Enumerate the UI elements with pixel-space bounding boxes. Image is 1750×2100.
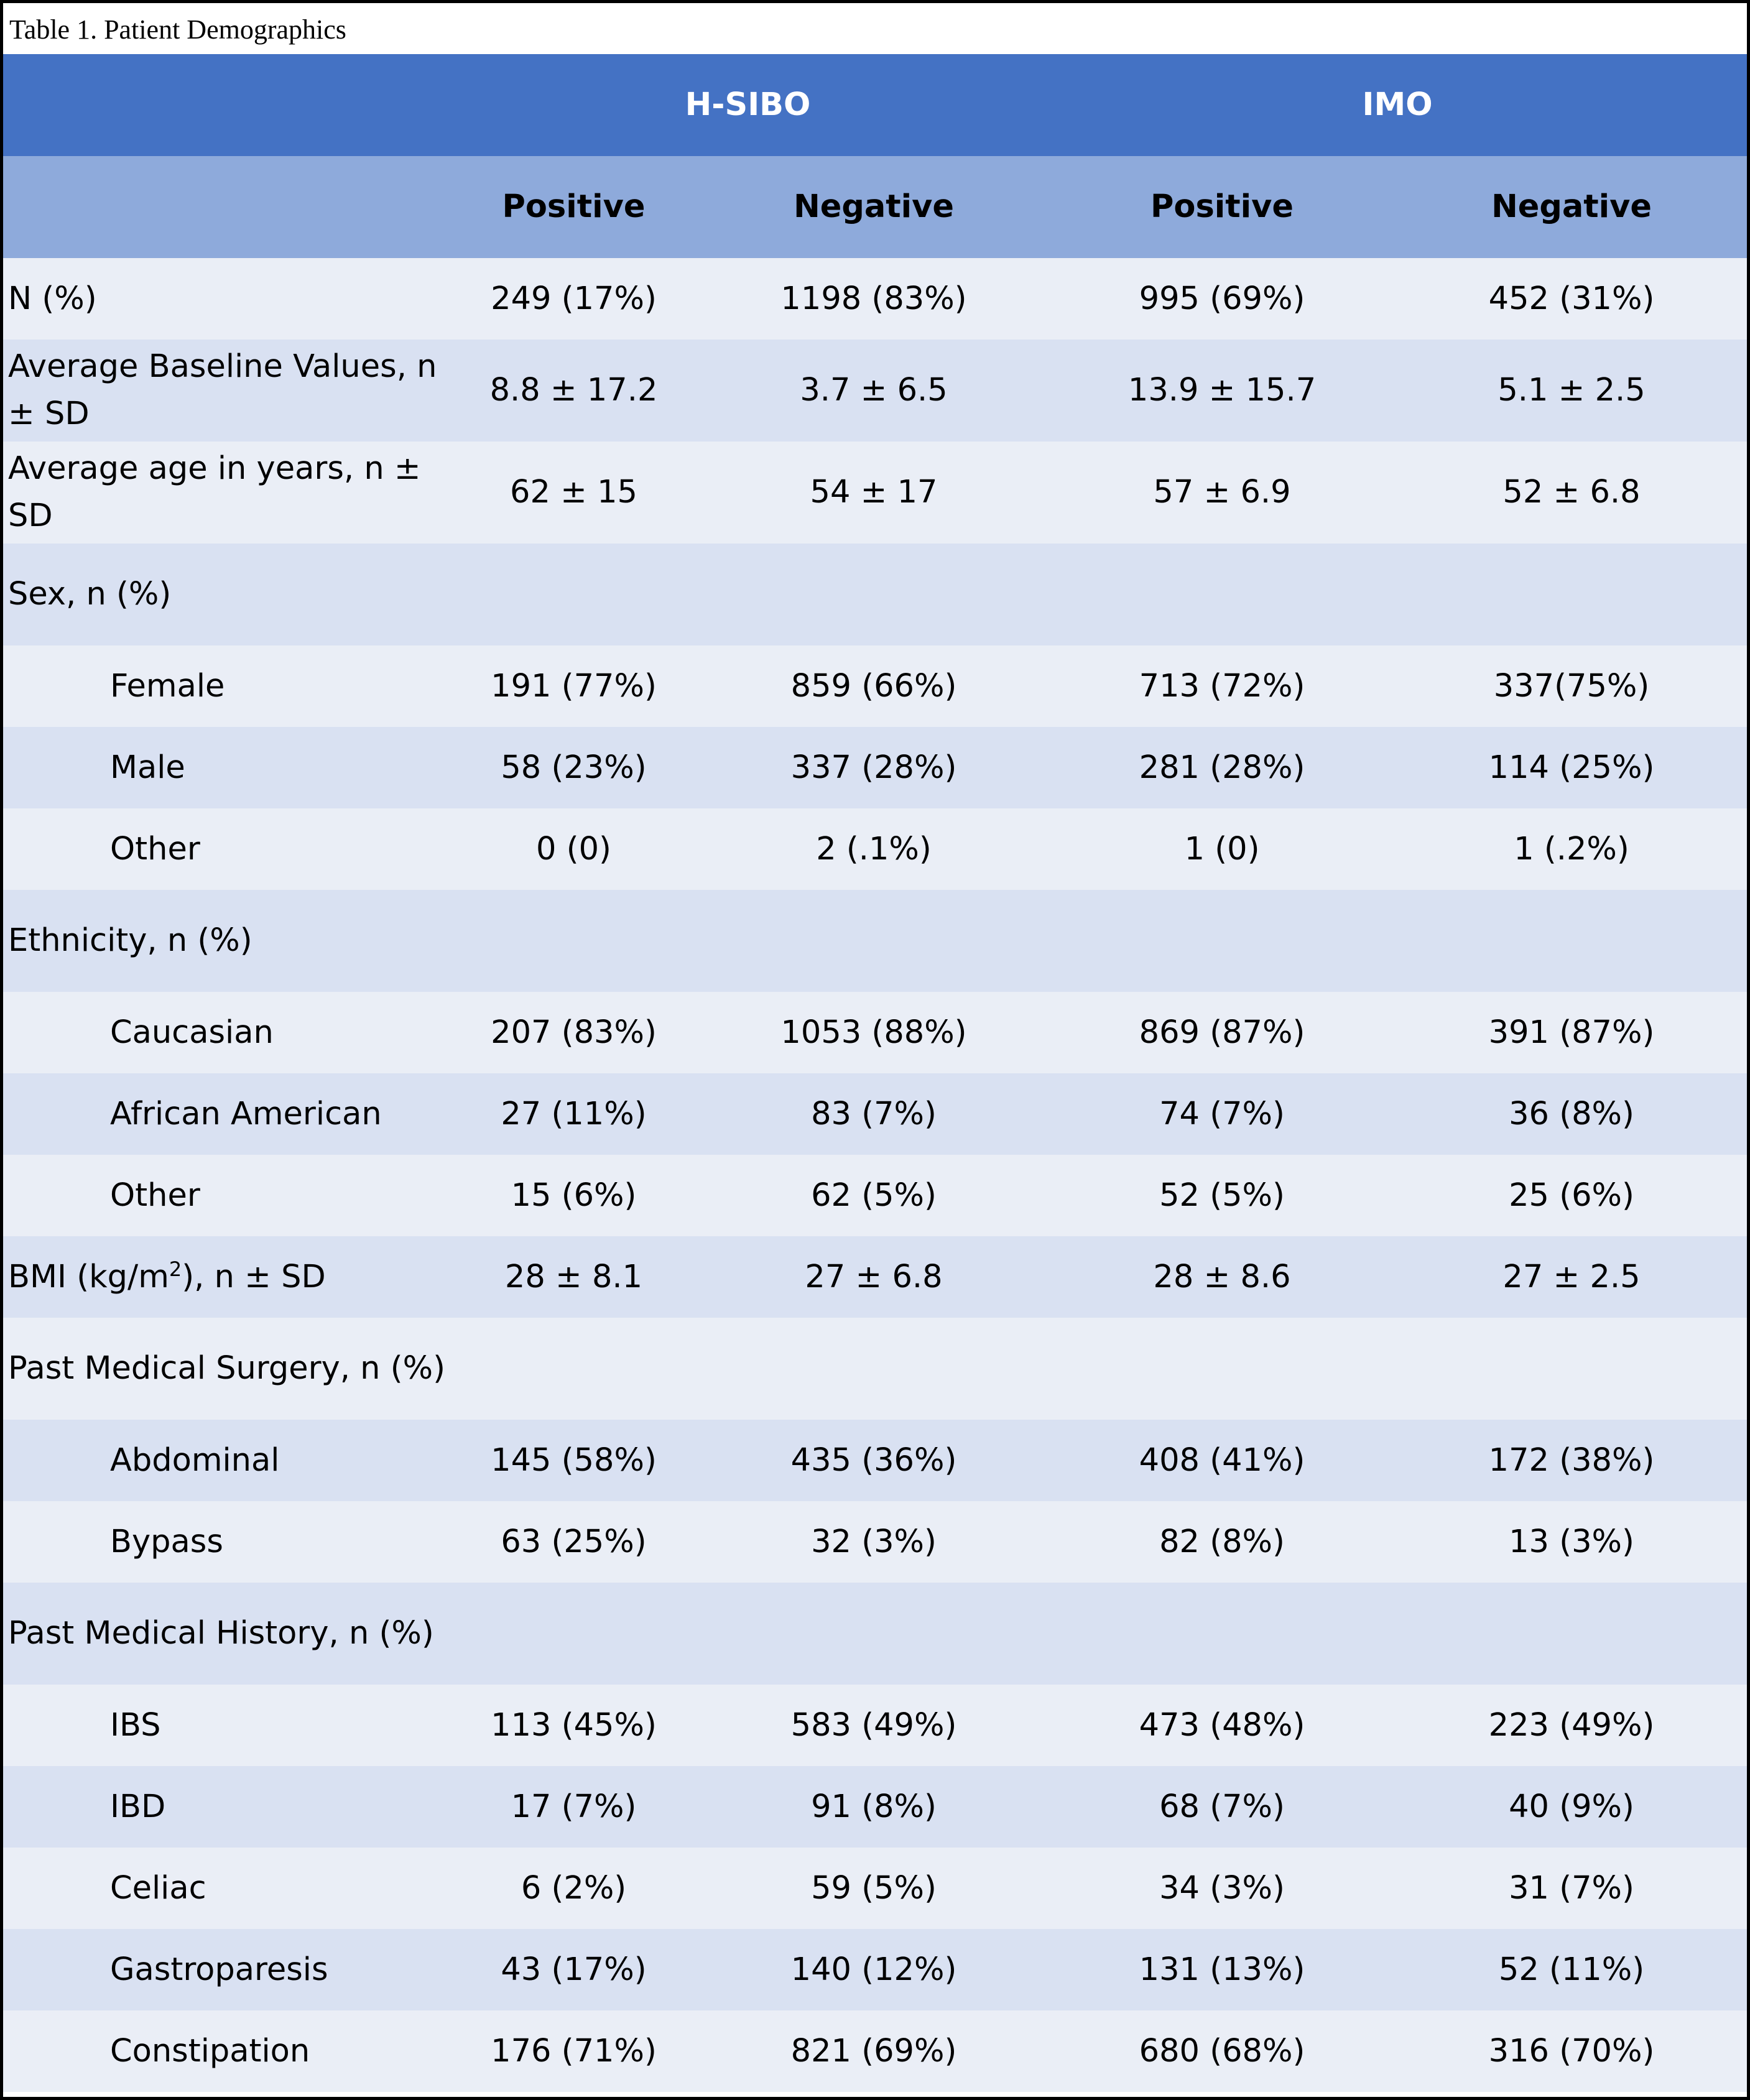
cell-imo-negative (1396, 890, 1747, 992)
table-row (3, 1766, 1747, 1848)
row-label: Male (3, 727, 448, 808)
table-row (3, 1236, 1747, 1318)
cell-imo-positive: 82 (8%) (1048, 1501, 1396, 1583)
table-row (3, 1685, 1747, 1766)
row-label: N (%) (3, 258, 448, 340)
table-row (3, 1583, 1747, 1685)
cell-hsibo-positive: 207 (83%) (448, 992, 700, 1073)
cell-hsibo-positive (448, 1318, 700, 1420)
cell-imo-negative: 1 (.2%) (1396, 808, 1747, 890)
cell-hsibo-negative: 27 ± 6.8 (700, 1236, 1048, 1318)
sub-header-blank (3, 156, 448, 258)
row-label: Ethnicity, n (%) (3, 890, 448, 992)
cell-imo-negative: 337(75%) (1396, 645, 1747, 727)
row-label: Abdominal (3, 1420, 448, 1501)
row-label: IBD (3, 1766, 448, 1848)
cell-hsibo-negative (700, 1583, 1048, 1685)
cell-imo-negative: 36 (8%) (1396, 1073, 1747, 1155)
table-row (3, 442, 1747, 544)
table-row (3, 1929, 1747, 2010)
row-label: Caucasian (3, 992, 448, 1073)
cell-imo-positive: 1 (0) (1048, 808, 1396, 890)
cell-imo-negative: 172 (38%) (1396, 1420, 1747, 1501)
cell-hsibo-positive: 0 (0) (448, 808, 700, 890)
cell-imo-negative (1396, 1583, 1747, 1685)
cell-hsibo-negative (700, 544, 1048, 645)
cell-imo-negative: 25 (6%) (1396, 1155, 1747, 1236)
cell-hsibo-negative: 91 (8%) (700, 1766, 1048, 1848)
cell-imo-positive: 34 (3%) (1048, 1848, 1396, 1929)
cell-hsibo-negative (700, 890, 1048, 992)
cell-imo-negative: 52 ± 6.8 (1396, 442, 1747, 544)
cell-imo-positive (1048, 1583, 1396, 1685)
cell-imo-positive: 995 (69%) (1048, 258, 1396, 340)
row-label: Gastroparesis (3, 1929, 448, 2010)
row-label: Female (3, 645, 448, 727)
cell-imo-negative: 316 (70%) (1396, 2010, 1747, 2092)
cell-hsibo-positive: 43 (17%) (448, 1929, 700, 2010)
row-label: Past Medical Surgery, n (%) (3, 1318, 448, 1420)
row-label: Other (3, 1155, 448, 1236)
table-row (3, 1848, 1747, 1929)
cell-imo-positive: 68 (7%) (1048, 1766, 1396, 1848)
row-label: Constipation (3, 2010, 448, 2092)
sub-header-row (3, 156, 1747, 258)
cell-hsibo-positive: 249 (17%) (448, 258, 700, 340)
cell-imo-positive: 131 (13%) (1048, 1929, 1396, 2010)
cell-hsibo-negative: 821 (69%) (700, 2010, 1048, 2092)
cell-hsibo-negative (700, 1318, 1048, 1420)
cell-hsibo-positive: 15 (6%) (448, 1155, 700, 1236)
cell-hsibo-positive: 191 (77%) (448, 645, 700, 727)
cell-hsibo-positive: 27 (11%) (448, 1073, 700, 1155)
cell-hsibo-positive: 17 (7%) (448, 1766, 700, 1848)
cell-imo-negative: 13 (3%) (1396, 1501, 1747, 1583)
cell-hsibo-positive (448, 1583, 700, 1685)
demographics-table (3, 54, 1747, 2092)
cell-imo-positive (1048, 544, 1396, 645)
cell-hsibo-positive: 28 ± 8.1 (448, 1236, 700, 1318)
cell-hsibo-negative: 62 (5%) (700, 1155, 1048, 1236)
cell-imo-positive: 713 (72%) (1048, 645, 1396, 727)
cell-imo-positive: 869 (87%) (1048, 992, 1396, 1073)
cell-hsibo-negative: 140 (12%) (700, 1929, 1048, 2010)
cell-hsibo-negative: 1198 (83%) (700, 258, 1048, 340)
row-label: African American (3, 1073, 448, 1155)
table-row (3, 2010, 1747, 2092)
cell-hsibo-negative: 32 (3%) (700, 1501, 1048, 1583)
cell-imo-positive: 473 (48%) (1048, 1685, 1396, 1766)
cell-imo-positive: 57 ± 6.9 (1048, 442, 1396, 544)
cell-hsibo-positive: 6 (2%) (448, 1848, 700, 1929)
row-label: Past Medical History, n (%) (3, 1583, 448, 1685)
table-row (3, 992, 1747, 1073)
table-row (3, 890, 1747, 992)
cell-imo-positive: 74 (7%) (1048, 1073, 1396, 1155)
cell-imo-negative (1396, 544, 1747, 645)
cell-hsibo-negative: 583 (49%) (700, 1685, 1048, 1766)
row-label: Sex, n (%) (3, 544, 448, 645)
group-header-blank (3, 54, 448, 156)
cell-hsibo-positive: 113 (45%) (448, 1685, 700, 1766)
cell-imo-negative: 27 ± 2.5 (1396, 1236, 1747, 1318)
bmi-label-pre: BMI (kg/m (8, 1258, 169, 1295)
cell-imo-negative: 223 (49%) (1396, 1685, 1747, 1766)
cell-imo-negative: 5.1 ± 2.5 (1396, 340, 1747, 442)
cell-hsibo-negative: 435 (36%) (700, 1420, 1048, 1501)
table-row (3, 1420, 1747, 1501)
cell-imo-positive: 28 ± 8.6 (1048, 1236, 1396, 1318)
cell-hsibo-positive (448, 890, 700, 992)
cell-imo-negative: 391 (87%) (1396, 992, 1747, 1073)
cell-hsibo-negative: 54 ± 17 (700, 442, 1048, 544)
cell-hsibo-negative: 83 (7%) (700, 1073, 1048, 1155)
row-label: Celiac (3, 1848, 448, 1929)
row-label: Bypass (3, 1501, 448, 1583)
cell-imo-negative: 114 (25%) (1396, 727, 1747, 808)
sub-header-imo-positive: Positive (1048, 156, 1396, 258)
cell-hsibo-negative: 59 (5%) (700, 1848, 1048, 1929)
bmi-label-post: ), n ± SD (182, 1258, 326, 1295)
cell-imo-negative (1396, 1318, 1747, 1420)
cell-hsibo-positive: 176 (71%) (448, 2010, 700, 2092)
cell-imo-positive (1048, 1318, 1396, 1420)
row-label: Other (3, 808, 448, 890)
table-row (3, 1073, 1747, 1155)
sub-header-hsibo-positive: Positive (448, 156, 700, 258)
cell-hsibo-negative: 859 (66%) (700, 645, 1048, 727)
cell-hsibo-negative: 337 (28%) (700, 727, 1048, 808)
row-label-bmi (3, 1236, 448, 1318)
cell-hsibo-negative: 3.7 ± 6.5 (700, 340, 1048, 442)
cell-hsibo-positive (448, 544, 700, 645)
cell-imo-negative: 40 (9%) (1396, 1766, 1747, 1848)
row-label: Average age in years, n ± SD (3, 442, 448, 544)
table-row (3, 258, 1747, 340)
cell-imo-positive: 408 (41%) (1048, 1420, 1396, 1501)
cell-imo-positive: 52 (5%) (1048, 1155, 1396, 1236)
cell-hsibo-negative: 2 (.1%) (700, 808, 1048, 890)
cell-hsibo-positive: 145 (58%) (448, 1420, 700, 1501)
cell-imo-positive (1048, 890, 1396, 992)
table-row (3, 1318, 1747, 1420)
table-row (3, 1155, 1747, 1236)
cell-imo-positive: 281 (28%) (1048, 727, 1396, 808)
table-row (3, 808, 1747, 890)
cell-hsibo-positive: 8.8 ± 17.2 (448, 340, 700, 442)
cell-imo-positive: 13.9 ± 15.7 (1048, 340, 1396, 442)
group-header-row (3, 54, 1747, 156)
bmi-label-superscript: 2 (169, 1257, 182, 1281)
cell-imo-negative: 31 (7%) (1396, 1848, 1747, 1929)
row-label: IBS (3, 1685, 448, 1766)
group-header-imo: IMO (1048, 54, 1747, 156)
table-caption: Table 1. Patient Demographics (9, 14, 346, 45)
sub-header-hsibo-negative: Negative (700, 156, 1048, 258)
row-label: Average Baseline Values, n ± SD (3, 340, 448, 442)
table-row (3, 544, 1747, 645)
table-row (3, 1501, 1747, 1583)
sub-header-imo-negative: Negative (1396, 156, 1747, 258)
group-header-hsibo: H-SIBO (448, 54, 1048, 156)
table-row (3, 727, 1747, 808)
cell-imo-negative: 52 (11%) (1396, 1929, 1747, 2010)
table-row (3, 645, 1747, 727)
cell-imo-positive: 680 (68%) (1048, 2010, 1396, 2092)
table-row (3, 340, 1747, 442)
cell-hsibo-positive: 58 (23%) (448, 727, 700, 808)
cell-hsibo-negative: 1053 (88%) (700, 992, 1048, 1073)
cell-imo-negative: 452 (31%) (1396, 258, 1747, 340)
cell-hsibo-positive: 63 (25%) (448, 1501, 700, 1583)
cell-hsibo-positive: 62 ± 15 (448, 442, 700, 544)
